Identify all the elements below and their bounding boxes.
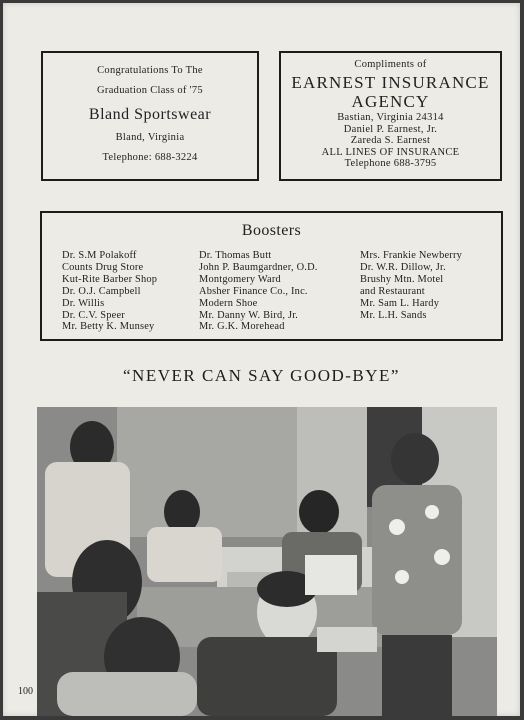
booster-name: and Restaurant [360, 285, 425, 297]
ad-business-name-line1: EARNEST INSURANCE [291, 73, 490, 92]
ad-tagline: ALL LINES OF INSURANCE [321, 147, 460, 158]
booster-name: Mr. Sam L. Hardy [360, 297, 440, 309]
booster-name: Dr. S.M Polakoff [62, 250, 137, 261]
ad-person-1: Daniel P. Earnest, Jr. [343, 124, 438, 135]
booster-name: Absher Finance Co., Inc. [199, 285, 308, 297]
bland-sportswear-ad [41, 51, 259, 181]
ad-compliments-line: Compliments of [354, 59, 427, 70]
page-headline: “NEVER CAN SAY GOOD-BYE” [123, 366, 400, 385]
boosters-title: Boosters [241, 222, 302, 239]
booster-name: Modern Shoe [199, 297, 258, 309]
booster-name: John P. Baumgardner, O.D. [199, 261, 318, 273]
booster-name: Kut-Rite Barber Shop [62, 273, 158, 285]
yearbook-page [3, 3, 520, 716]
classroom-photo [37, 407, 497, 716]
ad-person-2: Zareda S. Earnest [350, 135, 431, 146]
booster-name: Mr. G.K. Morehead [199, 321, 285, 333]
ad-business-name: Bland Sportswear [88, 106, 212, 123]
ad-location: Bland, Virginia [115, 132, 185, 143]
booster-name: Dr. Thomas Butt [199, 250, 272, 261]
boosters-column-3 [360, 250, 462, 321]
booster-name: Mr. Danny W. Bird, Jr. [199, 309, 299, 321]
ad-congrats-line: Congratulations To The [97, 65, 203, 76]
boosters-column-1 [62, 250, 157, 333]
ad-phone: Telephone: 688-3224 [102, 152, 198, 163]
booster-name: Counts Drug Store [62, 261, 144, 273]
boosters-box [40, 211, 503, 341]
ad-class-line: Graduation Class of '75 [97, 85, 203, 96]
ad-phone: Telephone 688-3795 [344, 158, 437, 169]
booster-name: Dr. C.V. Speer [62, 309, 125, 321]
booster-name: Dr. O.J. Campbell [62, 285, 141, 297]
ad-location: Bastian, Virginia 24314 [337, 112, 444, 123]
booster-name: Brushy Mtn. Motel [360, 273, 444, 285]
page-number: 100 [18, 686, 33, 697]
earnest-insurance-ad [279, 51, 502, 181]
booster-name: Dr. W.R. Dillow, Jr. [360, 261, 446, 273]
booster-name: Montgomery Ward [199, 273, 281, 285]
booster-name: Mr. Betty K. Munsey [62, 321, 155, 333]
ad-business-name-line2: AGENCY [351, 92, 430, 111]
boosters-column-2 [199, 250, 318, 333]
booster-name: Mr. L.H. Sands [360, 309, 427, 321]
booster-name: Dr. Willis [62, 297, 105, 309]
booster-name: Mrs. Frankie Newberry [360, 250, 463, 261]
